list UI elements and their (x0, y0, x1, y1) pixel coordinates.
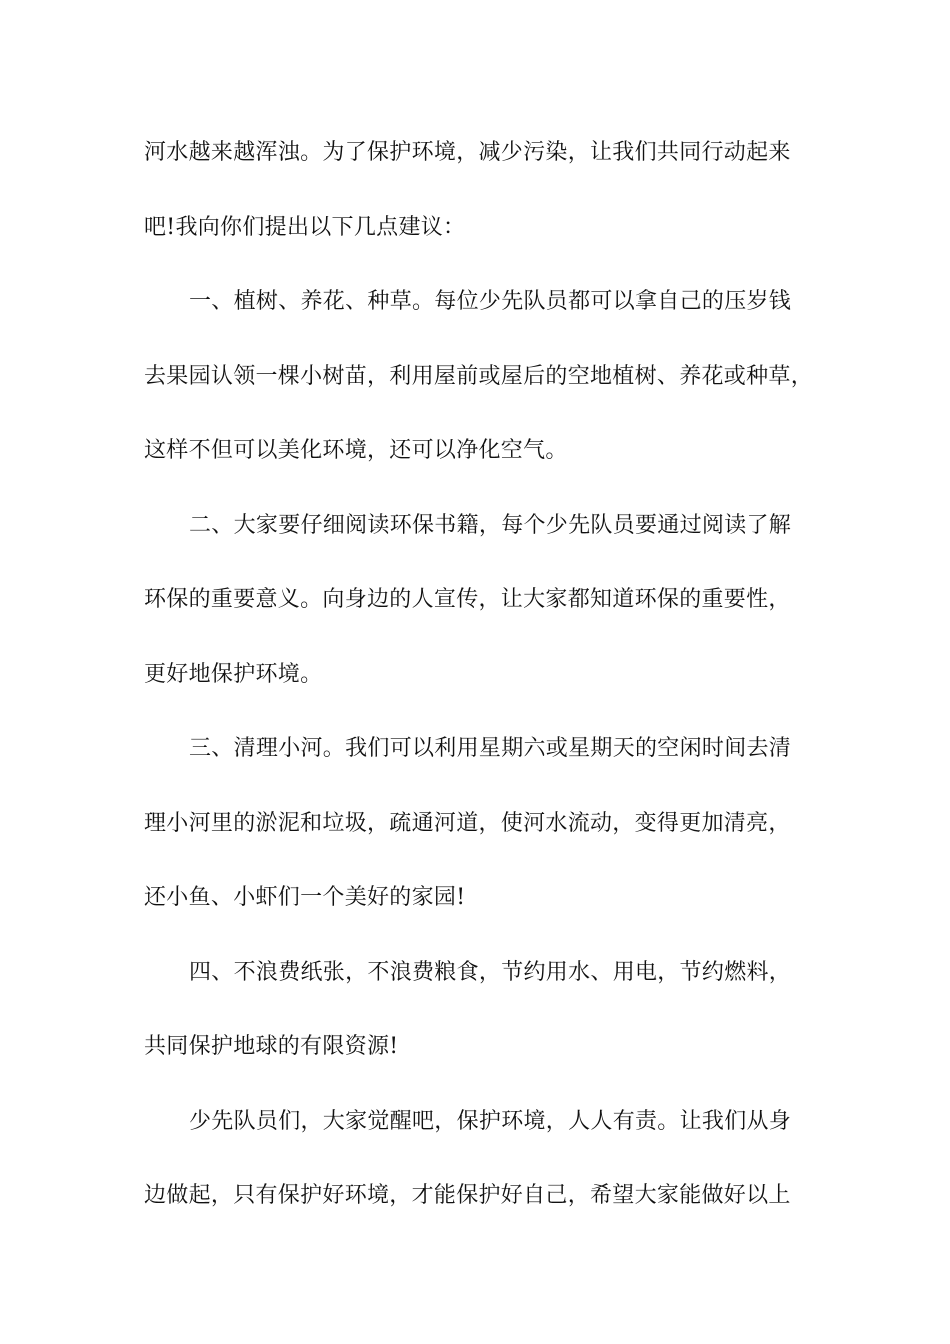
paragraph-start-line: 四、不浪费纸张，不浪费粮食，节约用水、用电，节约燃料， (189, 960, 792, 985)
text-line: 这样不但可以美化环境，还可以净化空气。 (144, 438, 568, 463)
text-line: 边做起，只有保护好环境，才能保护好自己，希望大家能做好以上 (144, 1183, 791, 1208)
text-line: 吧!我向你们提出以下几点建议： (144, 215, 466, 240)
paragraph-start-line: 三、清理小河。我们可以利用星期六或星期天的空闲时间去清 (189, 736, 792, 761)
paragraph-start-line: 少先队员们，大家觉醒吧，保护环境，人人有责。让我们从身 (189, 1109, 792, 1134)
text-line: 去果园认领一棵小树苗，利用屋前或屋后的空地植树、养花或种草， (144, 364, 814, 389)
text-line: 理小河里的淤泥和垃圾，疏通河道，使河水流动，变得更加清亮， (144, 811, 791, 836)
text-line: 环保的重要意义。向身边的人宣传，让大家都知道环保的重要性， (144, 587, 791, 612)
text-line: 更好地保护环境。 (144, 662, 323, 687)
text-line: 还小鱼、小虾们一个美好的家园! (144, 885, 466, 910)
text-line: 共同保护地球的有限资源! (144, 1034, 399, 1059)
paragraph-start-line: 一、植树、养花、种草。每位少先队员都可以拿自己的压岁钱 (189, 289, 792, 314)
text-line: 河水越来越浑浊。为了保护环境，减少污染，让我们共同行动起来 (144, 140, 791, 165)
paragraph-start-line: 二、大家要仔细阅读环保书籍，每个少先队员要通过阅读了解 (189, 513, 792, 538)
